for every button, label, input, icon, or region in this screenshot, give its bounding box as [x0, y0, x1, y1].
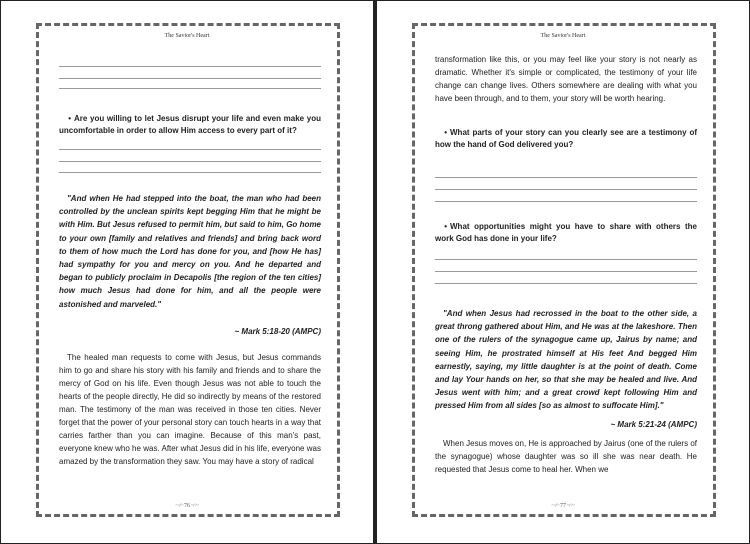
ornament-icon: ~⁄·~: [566, 503, 575, 509]
bullet-icon: •: [444, 222, 447, 231]
left-scripture-quote: "And when He had stepped into the boat, the man who had been controlled by the unclean spirits kept begging Him that he might be with Him. But Jesus refused to permit him, but said to him, Go home to your own [family and relatives and friends] and bring back word to them of how much the Lord has done for you, and [how He has] had sympathy for you and mercy on you. And he departed and began to publicly proclaim in Decapolis [the region of the ten cities] how much Jesus had done for him, and all the people were astonished and marveled.": [59, 194, 321, 309]
left-question-text: Are you willing to let Jesus disrupt your life and even make you uncomfortable in order to allow Him access to every part of it?: [59, 114, 321, 135]
answer-line: [435, 189, 697, 190]
right-question-2-text: What opportunities might you have to share with others the work God has done in your life?: [435, 222, 697, 243]
right-page-header: The Savior's Heart: [540, 33, 586, 39]
answer-line: [59, 78, 321, 79]
right-scripture-reference: ~ Mark 5:21-24 (AMPC): [610, 420, 697, 429]
right-page-footer: [377, 503, 749, 509]
ornament-icon: ~⁄·~: [190, 503, 199, 509]
left-page: [0, 0, 374, 544]
answer-line: [435, 201, 697, 202]
left-body-text: The healed man requests to come with Jesus, but Jesus commands him to go and share his story with his family and friends and to share the mercy of God on his life. Even though Jesus was not able to touch the hearts of the people directly, He did so indirectly by means of the restored man. The testimony of the man was received in those ten cities. Never forget that the power of your personal story can touch hearts in a way that carries farther than you can imagine. Because of this man's past, everyone knew who he was. After what Jesus did in his life, everyone was amazed by the transformation they saw. You may have a story of radical: [59, 353, 321, 466]
answer-line: [435, 259, 697, 260]
right-page-number: 77: [560, 503, 566, 509]
answer-line: [59, 66, 321, 67]
answer-line: [59, 161, 321, 162]
right-answer-lines-2: [435, 251, 697, 284]
left-scripture-reference: ~ Mark 5:18-20 (AMPC): [234, 327, 321, 336]
answer-line: [435, 177, 697, 178]
answer-line: [435, 283, 697, 284]
left-page-footer: [1, 503, 373, 509]
answer-line: [435, 271, 697, 272]
left-question: [59, 113, 321, 137]
left-answer-lines-bottom: [59, 143, 321, 173]
right-body-text: When Jesus moves on, He is approached by Jairus (one of the rulers of the synagogue) whose daughter was so ill she was near death. He requested that Jesus come to heal her. When we: [435, 439, 697, 474]
answer-line: [59, 88, 321, 89]
left-answer-lines-top: [59, 61, 321, 89]
left-page-number: 76: [184, 503, 190, 509]
right-question-2: [435, 221, 697, 245]
ornament-icon: ~·⁄~: [175, 503, 184, 509]
right-question-1: [435, 127, 697, 151]
right-scripture-quote: "And when Jesus had recrossed in the boat to the other side, a great throng gathered about Him, and He was at the lakeshore. Then one of the rulers of the synagogue came up, Jairus by name; and seeing Him, he prostrated himself at His feet And begged Him earnestly, saying, my little daughter is at the point of death. Come and lay Your hands on her, so that she may be healed and live. And Jesus went with him; and a great crowd kept following Him and pressed Him from all sides [so as almost to suffocate Him].": [435, 309, 697, 411]
answer-line: [59, 172, 321, 173]
right-answer-lines-1: [435, 161, 697, 202]
ornament-icon: ~·⁄~: [551, 503, 560, 509]
right-question-1-text: What parts of your story can you clearly see are a testimony of how the hand of God delivered you?: [435, 128, 697, 149]
answer-line: [59, 149, 321, 150]
right-page: [376, 0, 750, 544]
bullet-icon: •: [444, 128, 447, 137]
left-page-header: The Savior's Heart: [164, 33, 210, 39]
bullet-icon: •: [68, 114, 71, 123]
right-intro-text: transformation like this, or you may feel like your story is not nearly as dramatic. Whether it's simple or complicated, the testimony of your life change can change lives. Others somewhere are dealing with what you have been through, and to them, your story will be worth hearing.: [435, 55, 697, 103]
